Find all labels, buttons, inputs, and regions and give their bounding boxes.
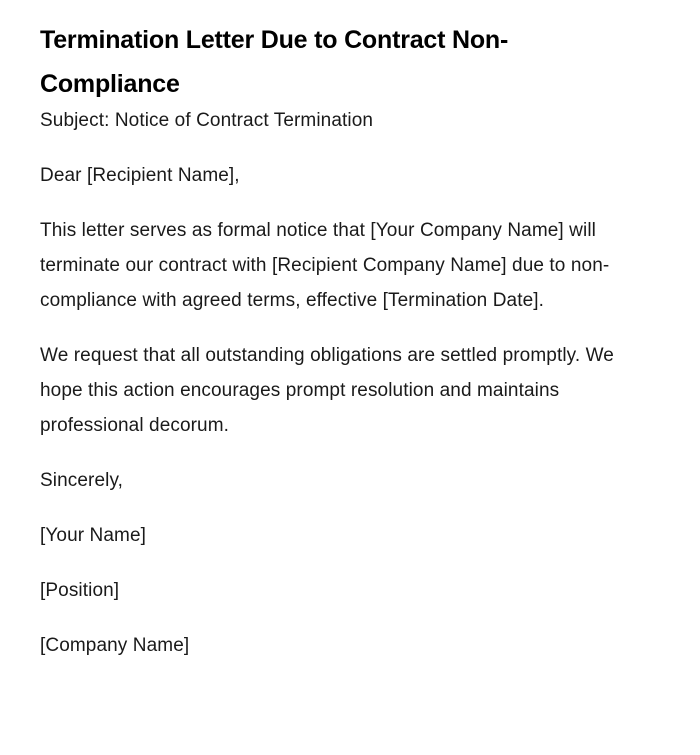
- signature-position: [Position]: [40, 580, 120, 601]
- letter-salutation: Dear [Recipient Name],: [40, 165, 240, 186]
- signature-name: [Your Name]: [40, 525, 147, 546]
- letter-closing: Sincerely,: [40, 470, 124, 491]
- letter-subject: Subject: Notice of Contract Termination: [40, 110, 374, 131]
- letter-document: [40, 18, 640, 663]
- letter-body-paragraph-2: We request that all outstanding obligations are settled promptly. We hope this action encourages prompt resolution and maintains professional decorum.: [40, 345, 614, 436]
- letter-title: Termination Letter Due to Contract Non-Compliance: [40, 26, 509, 98]
- signature-company: [Company Name]: [40, 635, 190, 656]
- letter-body-paragraph-1: This letter serves as formal notice that [Your Company Name] will terminate our contract with [Recipient Company Name] due to non-compliance with agreed terms, effective [Termination Date].: [40, 220, 610, 311]
